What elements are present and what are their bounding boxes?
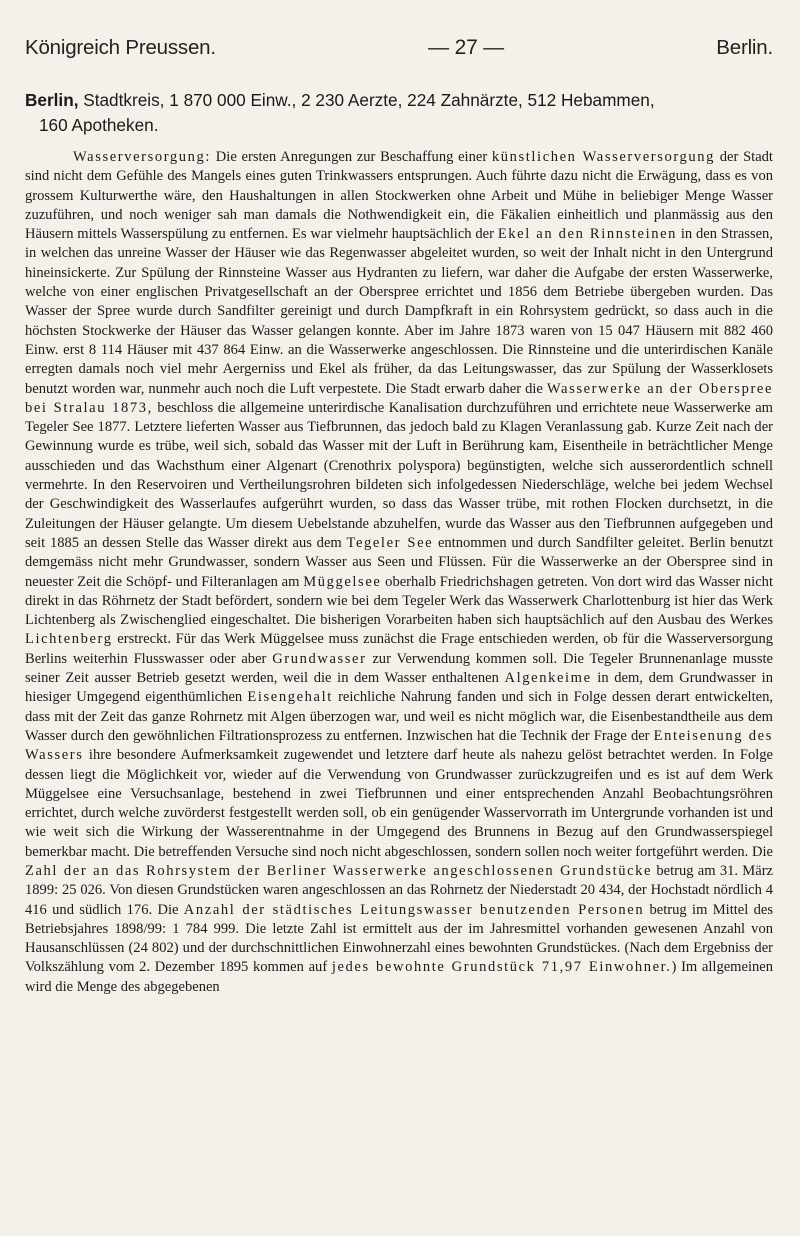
emphasis-mueggelsee: Müggelsee [303,573,382,590]
section-label: Wasserversorgung: [73,149,212,165]
emphasis-gutter-disgust: Ekel an den Rinnsteinen [497,226,678,243]
text-run: der Stadt sind nicht dem Gefühle des Mangels eines guten Trinkwassers entsprungen. Auch führte dazu nicht die Erwägung, dass es von grossem Kulturwerthe wäre, den Haushaltungen in allen Stockwerken ohne Arbeit und Mühe in beliebiger Menge Wasser zuzuführen, und noch weniger sah man damals die Nothwendigkeit ein, die Fäkalien einheitlich und planmässig aus den Häusern mittels Wasserspülung zu entfernen. Es war vielmehr hauptsächlich der [25,149,773,243]
emphasis-artificial-water-supply: künstlichen Wasserversorgung [491,149,716,165]
text-run: in den Strassen, in welchen das unreine Wasser der Häuser wie das Regenwasser abgeleitet wurden, so weit der Inhalt nicht in den Untergrund hineinsickerte. Zur Spülung der Rinnsteine Wasser aus Hydranten zu liefern, war daher die Aufgabe der ersten Wasserwerke, welche von einer englischen Privatgesellschaft an der Oberspree errichtet und 1856 dem Betriebe übergeben wurden. Das Wasser der Spree wurde durch Sandfilter gereinigt und durch Dampfkraft in ein Rohrsystem gedrückt, so dass auch in die höchsten Stockwerke der Häuser das Wasser gelangen konnte. Aber im Jahre 1873 waren von 15 047 Häusern mit 882 460 Einw. erst 8 114 Häuser mit 437 864 Einw. an die Wasserwerke angeschlossen. Die Rinnsteine und die unterirdischen Kanäle erregten damals noch viel mehr Aergerniss und Ekel als früher, da das Leitungswasser, das zur Spülung der Wasserklosets benutzt worden war, nunmehr auch noch die Luft verpestete. Die Stadt erwarb daher die [25,226,773,397]
header-region: Königreich Preussen. [25,36,216,59]
water-supply-paragraph [25,148,773,997]
header-city: Berlin. [716,36,773,59]
emphasis-connected-properties: Zahl der an das Rohrsystem der Berliner Wasserwerke angeschlossenen Grundstücke [25,862,653,879]
emphasis-inhabitants-per-property: jedes bewohnte Grundstück 71,97 Einwohner. [331,959,672,976]
text-run: zur Verwendung kommen soll. Die Tegeler Brunnenanlage musste seiner Zeit ausser Betrieb gesetzt werden, weil die in dem Wasser enthaltenen [25,650,773,687]
emphasis-groundwater: Grundwasser [272,650,367,667]
emphasis-iron-content: Eisengehalt [247,689,333,706]
text-run: betrug im Mittel des Betriebsjahres 1898/99: 1 784 999. Die letzte Zahl ist ermittelt aus der im Jahresmittel vorhanden gewesenen Anzahl von Hausanschlüssen (24 802) und der durchschnittlichen Einwohnerzahl eines bewohnten Grundstückes. (Nach dem Ergebniss der Volkszählung vom 2. Dezember 1895 kommen auf [25,901,774,976]
text-run: oberhalb Friedrichshagen getreten. Von dort wird das Wasser nicht direkt in das Röhrnetz der Stadt befördert, sondern wie bei dem Tegeler Werk das Wasserwerk Charlottenburg ist hier das Werk Lichtenberg als Zwischenglied eingeschaltet. Die bisherigen Vorarbeiten haben sich hauptsächlich auf den Ausbau des Werkes [25,573,773,629]
page-number: — 27 — [428,36,504,59]
emphasis-water-users: Anzahl der städtisches Leitungswasser benutzenden Personen [183,901,645,918]
emphasis-iron-removal: Enteisenung des Wassers [25,727,773,764]
entry-heading [25,88,773,138]
text-run: ihre besondere Aufmerksamkeit zugewendet und letztere darf heute als nahezu gelöst betrachtet werden. In Folge dessen liegt die Möglichkeit vor, wieder auf die Verwendung von Grundwasser zurückzugreifen und es ist auf dem Werk Müggelsee eine Versuchsanlage, bestehend in zwei Tiefbrunnen und einer entsprechenden Anzahl Beobachtungsröhren errichtet, durch welche zuvörderst festgestellt werden soll, ob ein genügender Wasservorrath im Untergrunde vorhanden ist und wie weit sich die Wirkung der Wasserentnahme in der Umgegend des Brunnens in Bezug auf den Grundwasserspiegel bemerkbar macht. Die betreffenden Versuche sind noch nicht abgeschlossen, sondern sollen noch weiter fortgeführt werden. Die [25,747,773,860]
text-run: reichliche Nahrung fanden und sich in Folge dessen derart entwickelten, dass mit der Zeit das ganze Rohrnetz mit Algen überzogen war, und weil es nicht möglich war, die Eisenbestandtheile aus dem Wasser durch den gewöhnlichen Filtrationsprozess zu entfernen. Inzwischen hat die Technik der Frage der [25,689,773,744]
heading-statistics-continued: 160 Apotheken. [39,115,159,135]
text-run: beschloss die allgemeine unterirdische Kanalisation durchzuführen und errichtete neue Wasserwerke am Tegeler See 1877. Letztere lieferten Wasser aus Tiefbrunnen, das jedoch bald zu Klagen Veranlassung gab. Kurze Zeit nach der Gewinnung wurde es trübe, weil sich, sobald das Wasser mit der Luft in Berührung kam, Eisentheile in beträchtlicher Menge ausschieden und das Wachsthum einer Algenart (Crenothrix polyspora) begünstigten, welche sich ausserordentlich schnell vermehrte. In den Reservoiren und Vertheilungsrohren bildeten sich infolgedessen Niederschläge, welche bei jedem Wechsel der Geschwindigkeit des Wasserlaufes aufgerührt wurden, so dass das Wasser trübe, mit rothen Flocken durchsetzt, in die Zuleitungen der Häuser gelangte. Um diesem Uebelstande abzuhelfen, wurde das Wasser aus den Tiefbrunnen aufgegeben und seit 1885 an dessen Stelle das Wasser direkt aus dem [25,399,773,551]
heading-statistics: Stadtkreis, 1 870 000 Einw., 2 230 Aerzte, 224 Zahnärzte, 512 Hebammen, [78,90,655,110]
text-run: betrug am 31. März 1899: 25 026. Von diesen Grundstücken waren angeschlossen an das Rohrnetz der Niederstadt 20 434, der Hochstadt nördlich 4 416 und südlich 176. Die [25,862,773,918]
text-run: in dem, dem Grundwasser in hiesiger Umgegend eigenthümlichen [25,670,773,706]
text-run: ) Im allgemeinen wird die Menge des abgegebenen [25,959,773,995]
emphasis-lichtenberg: Lichtenberg [25,631,113,648]
text-run: entnommen und durch Sandfilter geleitet. Berlin benutzt demgemäss nicht mehr Grundwasser, sondern Wasser aus Seen und Flüssen. Für die Wasserwerke an der Oberspree sind in neuester Zeit die Schöpf- und Filteranlagen am [25,534,773,590]
text-run: erstreckt. Für das Werk Müggelsee muss zunächst die Frage entschieden werden, ob für die Wasserversorgung Berlins weiterhin Flusswasser oder aber [25,631,773,667]
emphasis-tegeler-see: Tegeler See [346,534,434,551]
heading-city: Berlin, [25,90,79,110]
running-header [25,36,773,76]
emphasis-algae-spores: Algenkeime [504,670,592,687]
emphasis-oberspree-works: Wasserwerke an der Oberspree bei Stralau 1873, [25,380,774,416]
text-run: Die ersten Anregungen zur Beschaffung einer [211,149,492,165]
